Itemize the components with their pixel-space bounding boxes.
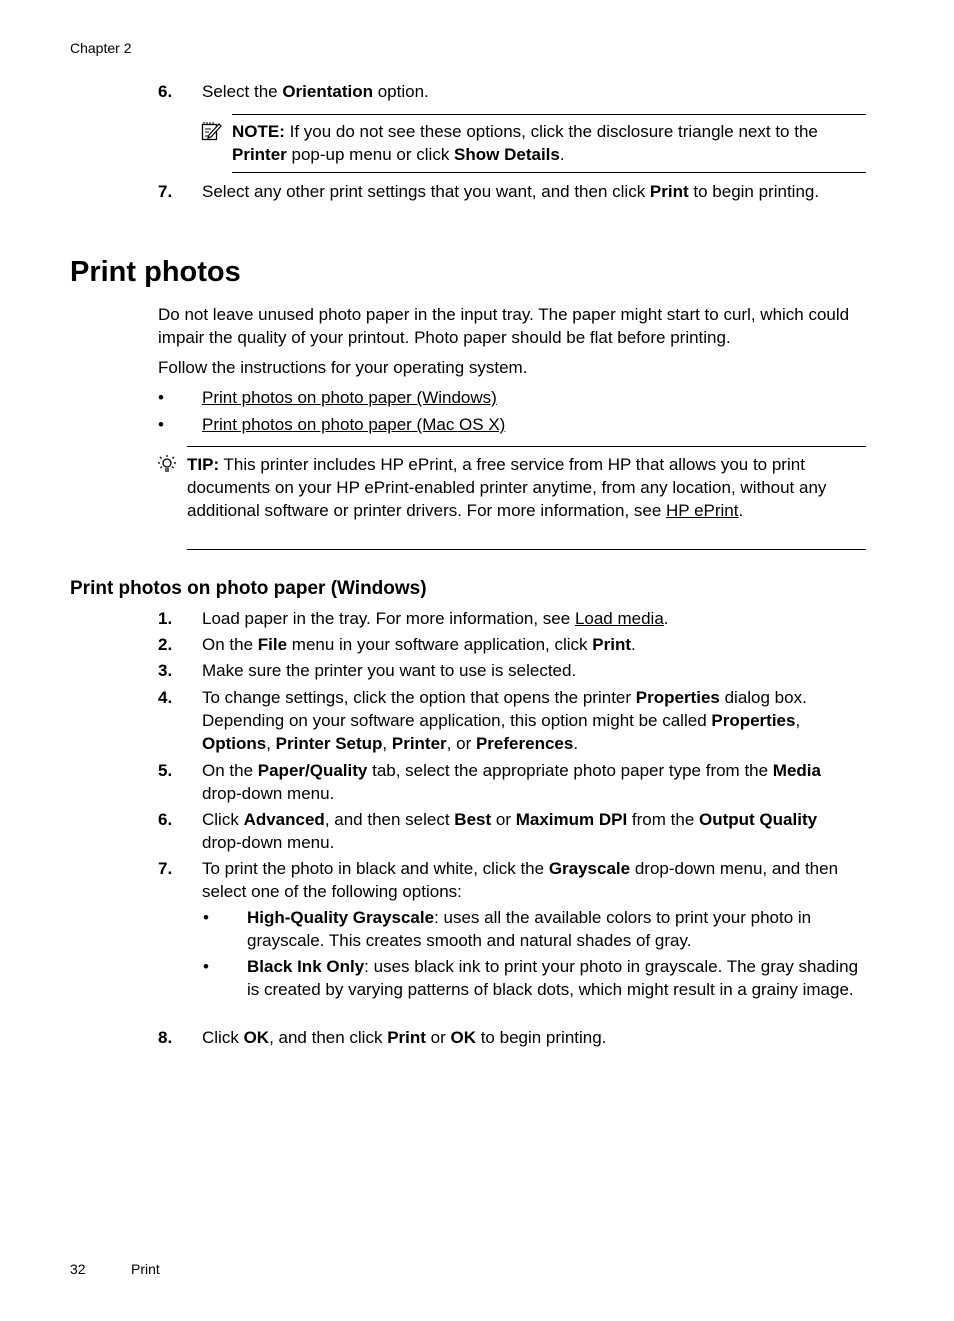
note-icon bbox=[201, 121, 223, 147]
text-run: . bbox=[631, 635, 636, 654]
text-run: , and then select bbox=[324, 810, 455, 829]
text-run: . bbox=[573, 734, 579, 753]
bullet: • bbox=[158, 388, 164, 407]
bold-term: Orientation bbox=[282, 82, 373, 101]
text-run: , bbox=[266, 734, 276, 753]
bullet: • bbox=[158, 415, 164, 434]
step-number: 7. bbox=[158, 182, 173, 201]
text-run: Click bbox=[202, 810, 244, 829]
grayscale-option bbox=[247, 906, 867, 952]
text-run: . bbox=[738, 501, 744, 520]
step-text bbox=[202, 80, 866, 103]
bold-term: Black Ink Only bbox=[247, 957, 365, 976]
bold-term: OK bbox=[450, 1028, 476, 1047]
step-number: 5. bbox=[158, 761, 173, 780]
text-run: pop-up menu or click bbox=[286, 145, 455, 164]
tip-text bbox=[187, 453, 847, 522]
bold-term: Print bbox=[592, 635, 631, 654]
intro-paragraph: Do not leave unused photo paper in the input tray. The paper might start to curl, which could impair the quality of your printout. Photo paper should be flat before printing. bbox=[158, 305, 850, 347]
step-number: 6. bbox=[158, 810, 173, 829]
bold-term: High-Quality Grayscale bbox=[247, 908, 435, 927]
step-text bbox=[202, 1026, 866, 1049]
subsection-title: Print photos on photo paper (Windows) bbox=[70, 578, 427, 599]
bullet: • bbox=[203, 957, 209, 976]
text-run: , or bbox=[446, 734, 476, 753]
text-run: To print the photo in black and white, click the bbox=[202, 859, 549, 878]
footer-section: Print bbox=[131, 1261, 160, 1277]
text-run: or bbox=[491, 810, 516, 829]
bold-term: Properties bbox=[711, 711, 796, 730]
tip-rule-top bbox=[187, 446, 866, 447]
text-run: Select the bbox=[202, 82, 283, 101]
bold-term: OK bbox=[243, 1028, 270, 1047]
inline-link[interactable]: HP ePrint bbox=[666, 501, 739, 520]
step-text bbox=[202, 808, 822, 854]
text-run: Select any other print settings that you want, and then click bbox=[202, 182, 650, 201]
step-number: 7. bbox=[158, 859, 173, 878]
step-text bbox=[202, 857, 866, 903]
bold-term: Preferences bbox=[475, 734, 574, 753]
bold-term: Options bbox=[202, 734, 267, 753]
section-title: Print photos bbox=[70, 256, 241, 288]
bold-term: Maximum DPI bbox=[515, 810, 628, 829]
text-run: to begin printing. bbox=[475, 1028, 607, 1047]
text-run: On the bbox=[202, 761, 258, 780]
text-run: If you do not see these options, click the disclosure triangle next to the bbox=[284, 122, 818, 141]
text-run: Make sure the printer you want to use is selected. bbox=[202, 661, 577, 680]
bold-term: Print bbox=[649, 182, 689, 201]
text-run: Load paper in the tray. For more information, see bbox=[202, 609, 575, 628]
step-number: 3. bbox=[158, 661, 173, 680]
grayscale-option bbox=[247, 955, 867, 1001]
link-mac[interactable]: Print photos on photo paper (Mac OS X) bbox=[202, 415, 506, 434]
step-number: 4. bbox=[158, 688, 173, 707]
text-run: This printer includes HP ePrint, a free service from HP that allows you to print documents on your HP ePrint-enabled printer anytime, from any location, without any additional software or printer drivers. For more information, see bbox=[187, 455, 827, 520]
step-text bbox=[202, 686, 866, 755]
step-text bbox=[202, 180, 822, 203]
lightbulb-icon bbox=[157, 454, 177, 480]
bold-term: File bbox=[257, 635, 288, 654]
text-run: option. bbox=[373, 82, 429, 101]
bold-term: Print bbox=[387, 1028, 426, 1047]
text-run: . bbox=[663, 609, 669, 628]
tip-rule-bottom bbox=[187, 549, 866, 550]
step-number: 6. bbox=[158, 82, 173, 101]
text-run: , and then click bbox=[269, 1028, 388, 1047]
text-run: menu in your software application, click bbox=[287, 635, 593, 654]
text-run: , bbox=[795, 711, 801, 730]
step-text bbox=[202, 607, 866, 630]
step-number: 1. bbox=[158, 609, 173, 628]
chapter-header: Chapter 2 bbox=[70, 40, 132, 56]
text-run: To change settings, click the option that opens the printer bbox=[202, 688, 636, 707]
text-run: dialog box. Depending on your software application, this option might be called bbox=[202, 688, 807, 730]
bold-term: Show Details bbox=[454, 145, 560, 164]
text-run: On the bbox=[202, 635, 258, 654]
bold-term: Printer bbox=[232, 145, 287, 164]
step-text bbox=[202, 633, 866, 656]
step-number: 2. bbox=[158, 635, 173, 654]
text-run: tab, select the appropriate photo paper type from the bbox=[367, 761, 773, 780]
text-run: Click bbox=[202, 1028, 244, 1047]
text-run: . bbox=[559, 145, 565, 164]
text-run: : uses black ink to print your photo in grayscale. The gray shading is created by varying patterns of black dots, which might result in a grainy image. bbox=[247, 957, 859, 999]
text-run: or bbox=[425, 1028, 451, 1047]
inline-link[interactable]: Load media bbox=[574, 609, 664, 628]
bold-term: Output Quality bbox=[699, 810, 818, 829]
bold-term: Advanced bbox=[243, 810, 325, 829]
text-run: drop-down menu. bbox=[202, 833, 335, 852]
text-run: from the bbox=[627, 810, 700, 829]
bold-term: Properties bbox=[635, 688, 720, 707]
link-windows[interactable]: Print photos on photo paper (Windows) bbox=[202, 388, 497, 407]
text-run: drop-down menu, and then select one of the following options: bbox=[202, 859, 839, 901]
bold-term: Best bbox=[454, 810, 492, 829]
text-run: to begin printing. bbox=[688, 182, 820, 201]
bold-term: NOTE: bbox=[232, 122, 285, 141]
bullet: • bbox=[203, 908, 209, 927]
note-text bbox=[232, 120, 866, 166]
step-text bbox=[202, 659, 866, 682]
text-run: drop-down menu. bbox=[202, 784, 335, 803]
step-text bbox=[202, 759, 822, 805]
bold-term: Media bbox=[772, 761, 821, 780]
follow-paragraph: Follow the instructions for your operating system. bbox=[158, 358, 528, 377]
note-rule-bottom bbox=[232, 172, 866, 173]
bold-term: Printer bbox=[391, 734, 447, 753]
note-rule-top bbox=[232, 114, 866, 115]
text-run: , bbox=[382, 734, 392, 753]
step-number: 8. bbox=[158, 1028, 173, 1047]
page-number: 32 bbox=[70, 1261, 86, 1277]
bold-term: TIP: bbox=[187, 455, 220, 474]
bold-term: Printer Setup bbox=[275, 734, 383, 753]
bold-term: Grayscale bbox=[548, 859, 631, 878]
text-run: : uses all the available colors to print your photo in grayscale. This creates smooth and natural shades of gray. bbox=[247, 908, 812, 950]
bold-term: Paper/Quality bbox=[257, 761, 368, 780]
